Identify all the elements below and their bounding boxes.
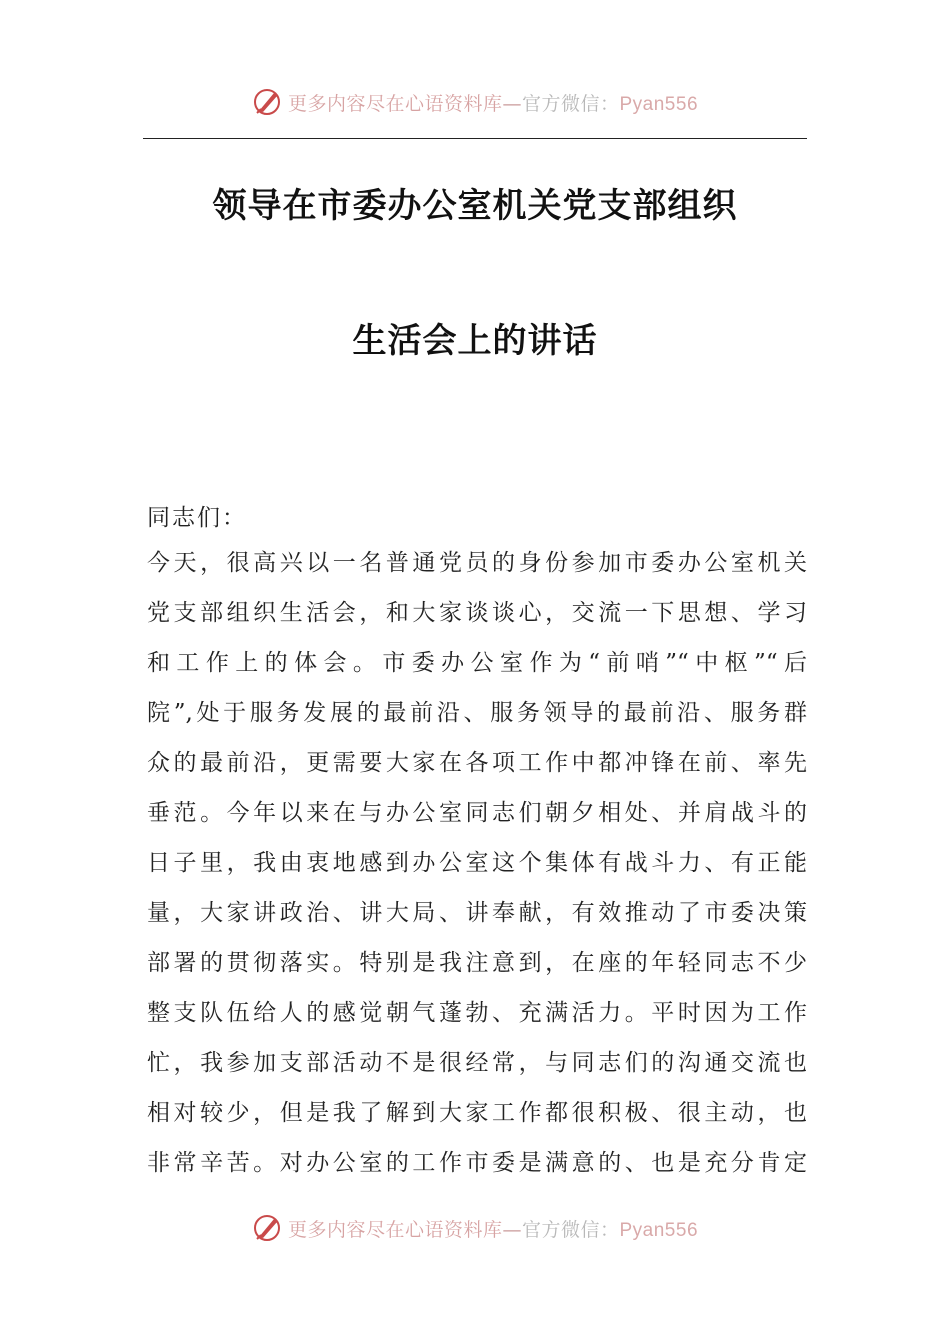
body-line: 量，大家讲政治、讲大局、讲奉献，有效推动了市委决策 (147, 900, 807, 926)
banner-wechat-id: Pyan556 (619, 93, 699, 115)
banner-separator: — (502, 92, 522, 115)
body-line: 和工作上的体会。市委办公室作为“前哨”“中枢”“后 (147, 650, 807, 676)
banner-wechat-label: 官方微信： (521, 92, 620, 115)
quill-logo-icon (252, 1213, 282, 1243)
footer-banner (0, 1208, 950, 1248)
document-title-line-1: 领导在市委办公室机关党支部组织 (212, 186, 738, 226)
body-line: 忙，我参加支部活动不是很经常，与同志们的沟通交流也 (147, 1050, 807, 1076)
body-line: 院”,处于服务发展的最前沿、服务领导的最前沿、服务群 (147, 700, 807, 726)
body-line: 非常辛苦。对办公室的工作市委是满意的、也是充分肯定 (147, 1150, 807, 1176)
body-paragraph (147, 543, 807, 1193)
greeting: 同志们： (147, 505, 247, 531)
banner-wechat-label: 官方微信： (521, 1218, 620, 1241)
banner-text (288, 1215, 698, 1242)
body-line: 垂范。今年以来在与办公室同志们朝夕相处、并肩战斗的 (147, 800, 807, 826)
body-line: 党支部组织生活会，和大家谈谈心，交流一下思想、学习 (147, 600, 807, 626)
banner-text (288, 89, 698, 116)
body-line: 日子里，我由衷地感到办公室这个集体有战斗力、有正能 (147, 850, 807, 876)
body-line: 今天，很高兴以一名普通党员的身份参加市委办公室机关 (147, 550, 807, 576)
header-divider (143, 138, 807, 139)
body-line: 众的最前沿，更需要大家在各项工作中都冲锋在前、率先 (147, 750, 807, 776)
header-banner (0, 82, 950, 122)
body-line: 部署的贯彻落实。特别是我注意到，在座的年轻同志不少 (147, 950, 807, 976)
body-line: 整支队伍给人的感觉朝气蓬勃、充满活力。平时因为工作 (147, 1000, 807, 1026)
banner-separator: — (502, 1218, 522, 1241)
document-title-line-2: 生活会上的讲话 (352, 321, 598, 361)
banner-main-text: 更多内容尽在心语资料库 (287, 92, 503, 115)
quill-logo-icon (252, 87, 282, 117)
banner-wechat-id: Pyan556 (619, 1219, 699, 1241)
banner-main-text: 更多内容尽在心语资料库 (287, 1218, 503, 1241)
body-line: 相对较少，但是我了解到大家工作都很积极、很主动，也 (147, 1100, 807, 1126)
